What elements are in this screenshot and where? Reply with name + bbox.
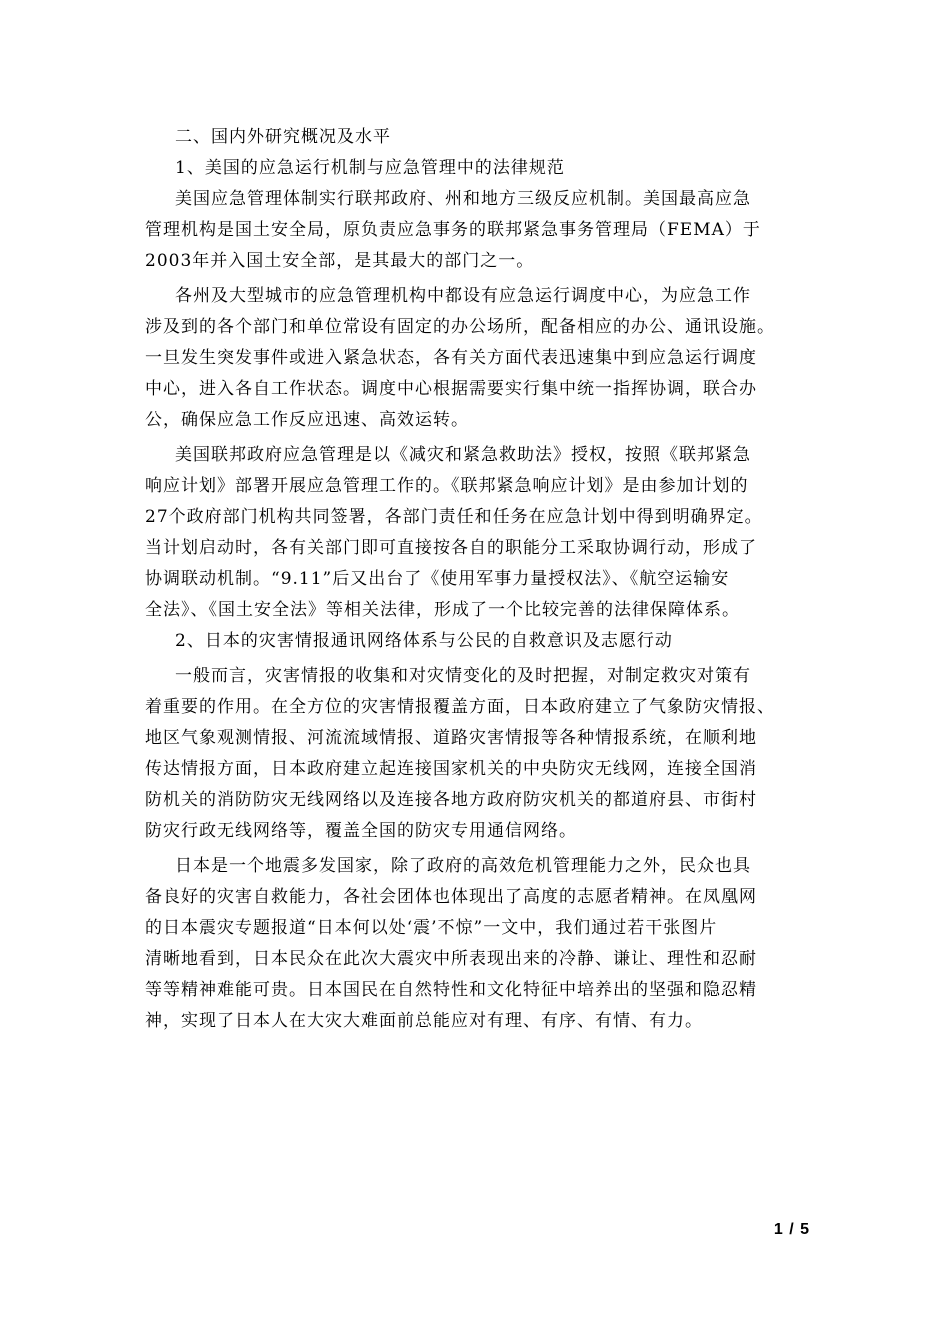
paragraph-line: 当计划启动时，各有关部门即可直接按各自的职能分工采取协调行动，形成了 [145,538,757,558]
section-heading: 二、国内外研究概况及水平 [175,127,391,147]
paragraph-line: 神，实现了日本人在大灾大难面前总能应对有理、有序、有情、有力。 [145,1011,703,1031]
paragraph-line: 美国联邦政府应急管理是以《减灾和紧急救助法》授权，按照《联邦紧急 [175,445,751,465]
paragraph-line: 涉及到的各个部门和单位常设有固定的办公场所，配备相应的办公、通讯设施。 [145,317,775,337]
paragraph-line: 防灾行政无线网络等，覆盖全国的防灾专用通信网络。 [145,821,577,841]
paragraph-line: 传达情报方面，日本政府建立起连接国家机关的中央防灾无线网，连接全国消 [145,759,757,779]
paragraph-line: 等等精神难能可贵。日本国民在自然特性和文化特征中培养出的坚强和隐忍精 [145,980,757,1000]
paragraph-line: 2003年并入国土安全部，是其最大的部门之一。 [145,251,535,271]
paragraph-line: 协调联动机制。“9.11”后又出台了《使用军事力量授权法》、《航空运输安 [145,569,730,589]
paragraph-line: 各州及大型城市的应急管理机构中都设有应急运行调度中心，为应急工作 [175,286,751,306]
paragraph-line: 的日本震灾专题报道“日本何以处‘震’不惊”一文中，我们通过若干张图片 [145,918,718,938]
paragraph-line: 清晰地看到，日本民众在此次大震灾中所表现出来的冷静、谦让、理性和忍耐 [145,949,757,969]
paragraph-line: 地区气象观测情报、河流流域情报、道路灾害情报等各种情报系统，在顺利地 [145,728,757,748]
paragraph-line: 备良好的灾害自救能力，各社会团体也体现出了高度的志愿者精神。在凤凰网 [145,887,757,907]
paragraph-line: 防机关的消防防灾无线网络以及连接各地方政府防灾机关的都道府县、市街村 [145,790,757,810]
paragraph-line: 着重要的作用。在全方位的灾害情报覆盖方面，日本政府建立了气象防灾情报、 [145,697,775,717]
paragraph-line: 美国应急管理体制实行联邦政府、州和地方三级反应机制。美国最高应急 [175,189,751,209]
paragraph-line: 日本是一个地震多发国家，除了政府的高效危机管理能力之外，民众也具 [175,856,751,876]
paragraph-line: 27个政府部门机构共同签署，各部门责任和任务在应急计划中得到明确界定。 [145,507,763,527]
subsection-heading-2: 2、日本的灾害情报通讯网络体系与公民的自救意识及志愿行动 [175,631,673,651]
paragraph-line: 管理机构是国土安全局，原负责应急事务的联邦紧急事务管理局（FEMA）于 [145,220,761,240]
paragraph-line: 响应计划》部署开展应急管理工作的。《联邦紧急响应计划》是由参加计划的 [145,476,749,496]
document-body [145,122,810,1037]
subsection-heading-1: 1、美国的应急运行机制与应急管理中的法律规范 [175,158,565,178]
page-number: 1 / 5 [773,1221,810,1238]
paragraph-line: 一般而言，灾害情报的收集和对灾情变化的及时把握，对制定救灾对策有 [175,666,751,686]
paragraph-line: 全法》、《国土安全法》等相关法律，形成了一个比较完善的法律保障体系。 [145,600,740,620]
paragraph-line: 公，确保应急工作反应迅速、高效运转。 [145,410,469,430]
paragraph-line: 中心，进入各自工作状态。调度中心根据需要实行集中统一指挥协调，联合办 [145,379,757,399]
paragraph-line: 一旦发生突发事件或进入紧急状态，各有关方面代表迅速集中到应急运行调度 [145,348,757,368]
